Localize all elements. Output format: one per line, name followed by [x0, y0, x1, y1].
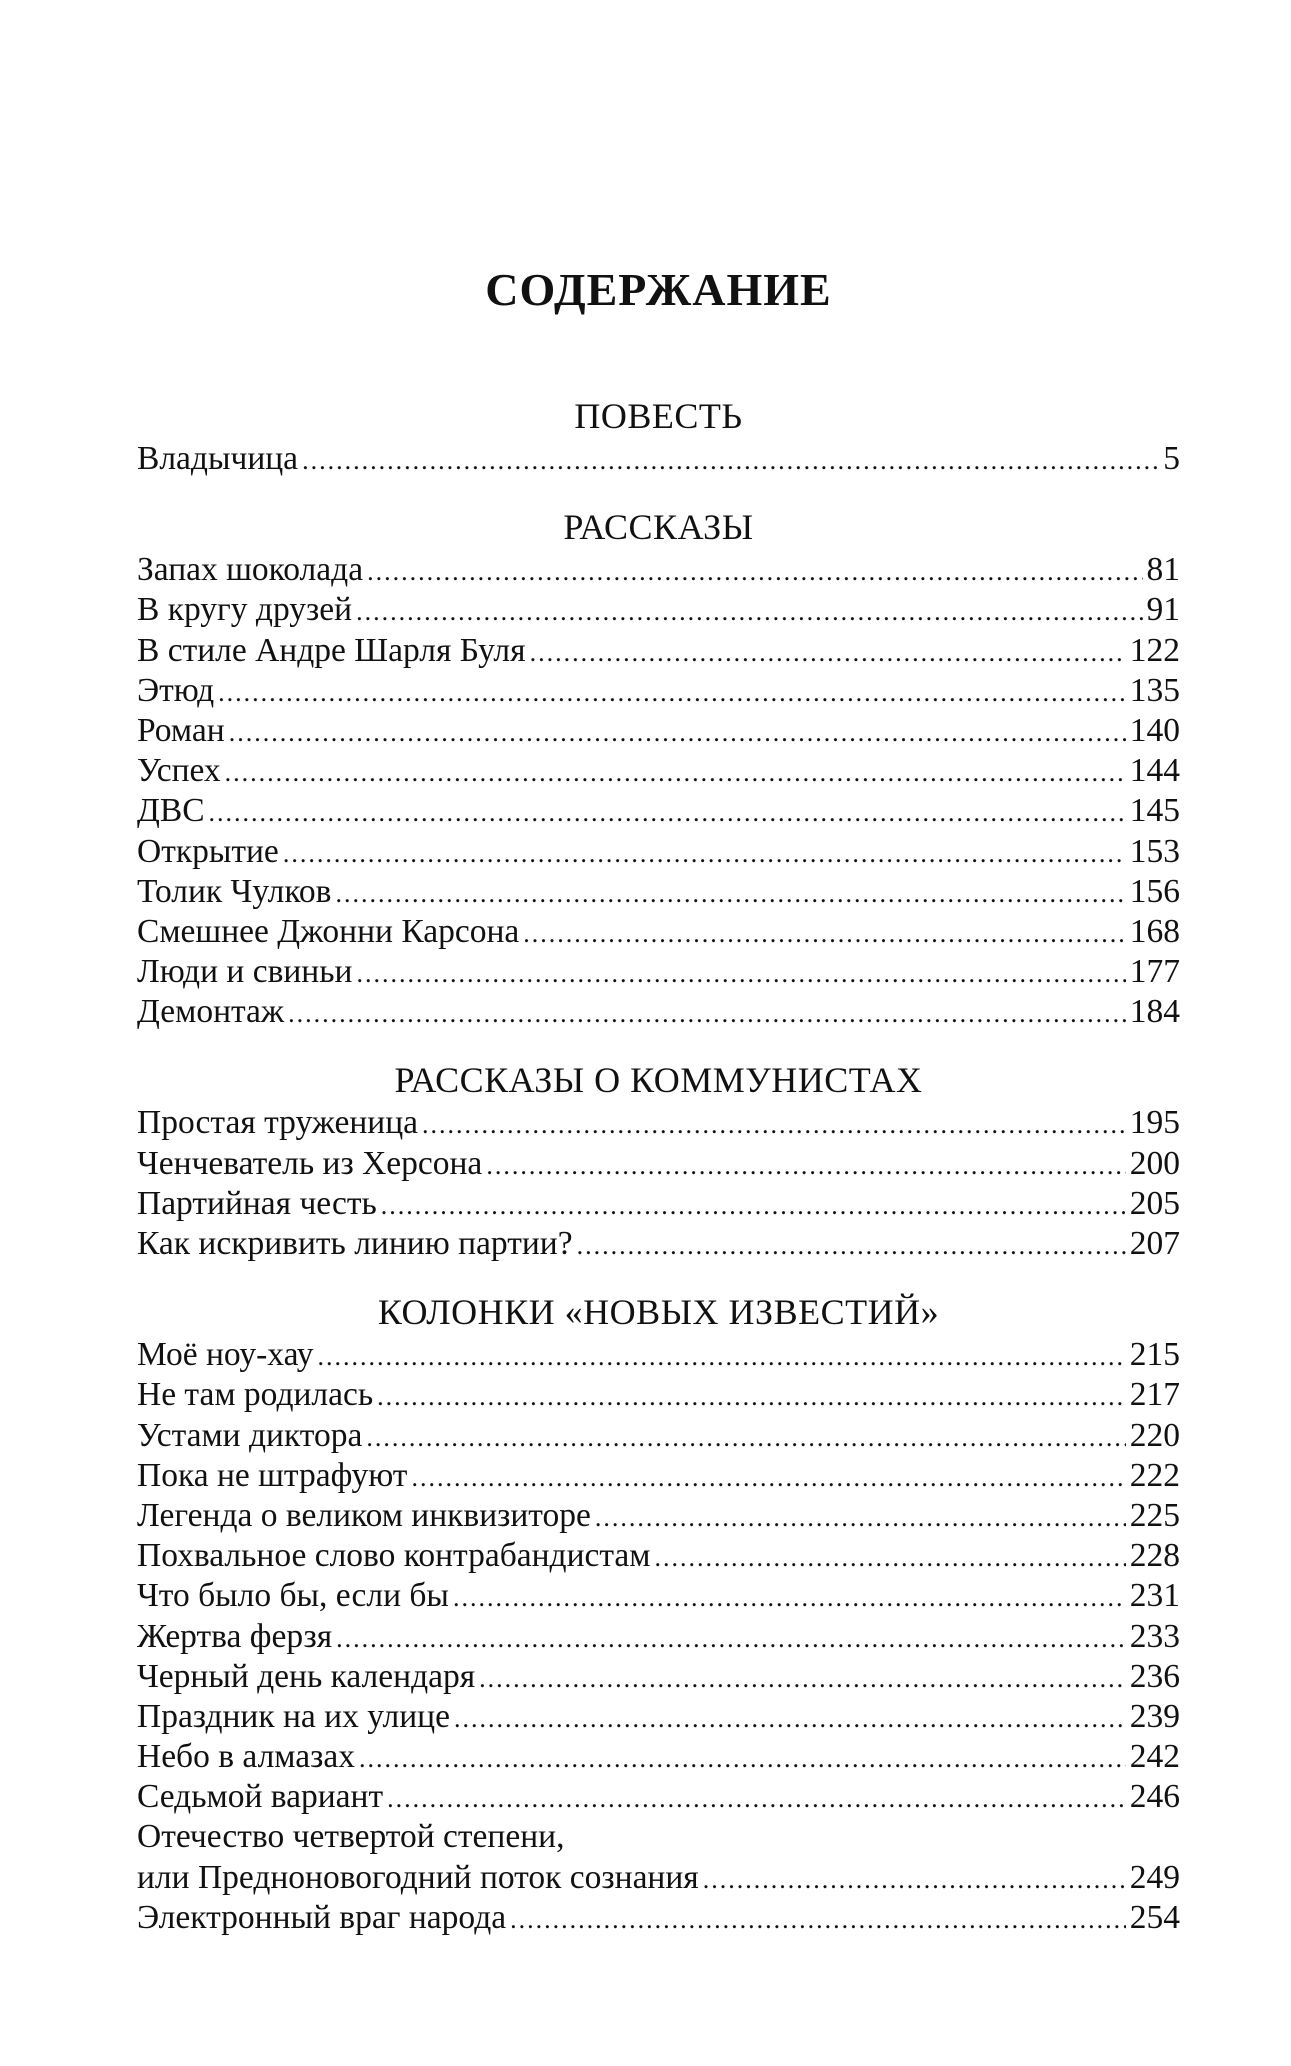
entry-row	[137, 711, 1180, 751]
entry-row	[137, 1858, 1180, 1898]
toc-entry	[137, 1817, 1180, 1897]
page-number: 233	[1129, 1617, 1180, 1655]
page-number: 239	[1129, 1697, 1180, 1735]
page-number: 122	[1129, 631, 1180, 669]
dot-leader	[453, 1578, 1126, 1618]
dot-leader	[422, 1105, 1126, 1145]
page-number: 222	[1129, 1456, 1180, 1494]
page-number: 135	[1129, 671, 1180, 709]
toc-entry	[137, 711, 1180, 751]
page-number: 217	[1129, 1376, 1180, 1414]
page-number: 228	[1129, 1537, 1180, 1575]
entry-row	[137, 872, 1180, 912]
page-number: 5	[1163, 440, 1180, 477]
toc-entry	[137, 1144, 1180, 1184]
toc-sections	[137, 396, 1180, 1938]
entry-row	[137, 1103, 1180, 1143]
section-heading: КОЛОНКИ «НОВЫХ ИЗВЕСТИЙ»	[377, 1292, 940, 1333]
dot-leader	[595, 1498, 1126, 1538]
dot-leader	[317, 1337, 1125, 1377]
entry-title: Владычица	[137, 440, 299, 477]
entry-title: В стиле Андре Шарля Буля	[137, 631, 526, 669]
dot-leader	[359, 1739, 1126, 1779]
entry-row	[137, 1898, 1180, 1938]
dot-leader	[366, 1418, 1125, 1458]
entry-title: Небо в алмазах	[137, 1738, 355, 1776]
toc-section	[137, 1292, 1180, 1938]
dot-leader	[229, 713, 1126, 753]
dot-leader	[411, 1458, 1125, 1498]
dot-leader	[703, 1860, 1126, 1900]
dot-leader	[356, 954, 1125, 994]
entry-row	[137, 1617, 1180, 1657]
entry-row	[137, 590, 1180, 630]
entry-row	[137, 1657, 1180, 1697]
page-number: 236	[1129, 1657, 1180, 1695]
toc-entry	[137, 1777, 1180, 1817]
entry-title: Как искривить линию партии?	[137, 1225, 573, 1262]
dot-leader	[336, 1619, 1126, 1659]
toc-entry	[137, 1103, 1180, 1143]
dot-leader	[302, 441, 1159, 481]
page-number: 215	[1129, 1336, 1180, 1374]
dot-leader	[479, 1659, 1126, 1699]
toc-entry	[137, 1224, 1180, 1264]
page-number: 91	[1146, 591, 1180, 629]
entry-title: Устами диктора	[137, 1416, 363, 1454]
toc-entry	[137, 1576, 1180, 1616]
entry-title: Не там родилась	[137, 1376, 374, 1414]
page-number: 140	[1129, 711, 1180, 749]
entry-title: Успех	[137, 752, 221, 790]
toc-entry	[137, 1697, 1180, 1737]
entry-row	[137, 1496, 1180, 1536]
toc-entry	[137, 631, 1180, 671]
entry-title: Запах шоколада	[137, 551, 364, 589]
toc-entry	[137, 751, 1180, 791]
entry-title: Ченчеватель из Херсона	[137, 1144, 483, 1182]
toc-entry	[137, 832, 1180, 872]
entry-row	[137, 832, 1180, 872]
entry-title: Праздник на их улице	[137, 1697, 450, 1735]
dot-leader	[530, 633, 1126, 673]
page-number: 231	[1129, 1577, 1180, 1615]
entry-title: Простая труженица	[137, 1104, 418, 1142]
page-number: 144	[1129, 752, 1180, 790]
entry-row	[137, 1224, 1180, 1264]
page-number: 145	[1129, 792, 1180, 830]
dot-leader	[377, 1377, 1126, 1417]
entry-title: Роман	[137, 711, 225, 749]
toc-entry	[137, 1737, 1180, 1777]
entry-row	[137, 912, 1180, 952]
dot-leader	[218, 673, 1126, 713]
page-number: 177	[1129, 953, 1180, 991]
toc-entry	[137, 550, 1180, 590]
section-heading: РАССКАЗЫ О КОММУНИСТАХ	[394, 1060, 923, 1101]
dot-leader	[510, 1900, 1126, 1940]
entry-row	[137, 671, 1180, 711]
entry-title: Похвальное слово контрабандистам	[137, 1537, 651, 1575]
entry-title: ДВС	[137, 792, 205, 830]
toc-entry	[137, 590, 1180, 630]
entry-title: Что было бы, если бы	[137, 1577, 449, 1615]
page-number: 200	[1129, 1144, 1180, 1182]
page-number: 81	[1146, 551, 1180, 589]
toc-section	[137, 396, 1180, 479]
entry-row	[137, 1777, 1180, 1817]
entry-title: Пока не штрафуют	[137, 1456, 408, 1494]
entry-row	[137, 992, 1180, 1032]
entry-row	[137, 1144, 1180, 1184]
entry-row	[137, 1335, 1180, 1375]
page-number: 153	[1129, 832, 1180, 870]
entry-title: Смешнее Джонни Карсона	[137, 912, 520, 950]
toc-entry	[137, 912, 1180, 952]
entry-row	[137, 952, 1180, 992]
page-number: 225	[1129, 1496, 1180, 1534]
entry-row	[137, 1416, 1180, 1456]
entry-title: Седьмой вариант	[137, 1778, 384, 1816]
dot-leader	[523, 914, 1125, 954]
entry-title: Демонтаж	[137, 993, 285, 1031]
entry-title: Люди и свиньи	[137, 953, 353, 991]
toc-section	[137, 507, 1180, 1032]
entry-row	[137, 1375, 1180, 1415]
dot-leader	[655, 1538, 1126, 1578]
page-number: 184	[1129, 993, 1180, 1031]
toc-entry	[137, 872, 1180, 912]
section-heading: РАССКАЗЫ	[563, 507, 754, 548]
dot-leader	[577, 1226, 1126, 1266]
entry-title: Этюд	[137, 671, 215, 709]
page-number: 249	[1129, 1858, 1180, 1896]
toc-entry	[137, 439, 1180, 479]
toc-entry	[137, 1456, 1180, 1496]
toc-entry	[137, 1496, 1180, 1536]
page-number: 254	[1129, 1898, 1180, 1936]
toc-entry	[137, 791, 1180, 831]
toc-entry	[137, 1375, 1180, 1415]
entry-row	[137, 1737, 1180, 1777]
entry-title: Партийная честь	[137, 1184, 377, 1222]
dot-leader	[486, 1146, 1125, 1186]
toc-entry	[137, 1536, 1180, 1576]
toc-entry	[137, 952, 1180, 992]
dot-leader	[356, 592, 1142, 632]
entry-row	[137, 791, 1180, 831]
entry-title: Электронный враг народа	[137, 1898, 507, 1936]
page-number: 168	[1129, 912, 1180, 950]
toc-entry	[137, 1657, 1180, 1697]
section-heading: ПОВЕСТЬ	[574, 396, 743, 436]
entry-row	[137, 1184, 1180, 1224]
toc-entry	[137, 1898, 1180, 1938]
entry-row	[137, 1697, 1180, 1737]
entry-title: Жертва ферзя	[137, 1617, 333, 1655]
dot-leader	[387, 1779, 1126, 1819]
toc-entry	[137, 1617, 1180, 1657]
entry-row	[137, 1536, 1180, 1576]
entry-title: Толик Чулков	[137, 872, 332, 910]
toc-entry	[137, 1335, 1180, 1375]
entry-row	[137, 751, 1180, 791]
entry-row	[137, 631, 1180, 671]
entry-row	[137, 550, 1180, 590]
toc-entry	[137, 671, 1180, 711]
dot-leader	[381, 1186, 1126, 1226]
dot-leader	[225, 753, 1126, 793]
entry-title: Черный день календаря	[137, 1657, 476, 1695]
toc-entry	[137, 1184, 1180, 1224]
page-number: 195	[1129, 1104, 1180, 1142]
page-number: 205	[1129, 1184, 1180, 1222]
page-number: 207	[1129, 1225, 1180, 1262]
entry-title: Легенда о великом инквизиторе	[137, 1496, 591, 1534]
dot-leader	[288, 994, 1126, 1034]
entry-title: Открытие	[137, 832, 279, 870]
page-number: 242	[1129, 1738, 1180, 1776]
entry-row	[137, 439, 1180, 479]
page-number: 156	[1129, 872, 1180, 910]
page-number: 220	[1129, 1416, 1180, 1454]
toc-entry	[137, 992, 1180, 1032]
entry-title: или Предноновогодний поток сознания	[137, 1858, 699, 1896]
page-number: 246	[1129, 1778, 1180, 1816]
dot-leader	[454, 1699, 1126, 1739]
entry-row	[137, 1576, 1180, 1616]
dot-leader	[209, 793, 1126, 833]
dot-leader	[367, 552, 1142, 592]
toc-section	[137, 1060, 1180, 1264]
entry-row	[137, 1456, 1180, 1496]
dot-leader	[335, 874, 1125, 914]
entry-title: В кругу друзей	[137, 591, 353, 629]
dot-leader	[283, 834, 1126, 874]
entry-title: Моё ноу-хау	[137, 1336, 314, 1374]
entry-title-line1: Отечество четвертой степени,	[137, 1818, 565, 1856]
page-title: СОДЕРЖАНИЕ	[485, 263, 832, 315]
toc-entry	[137, 1416, 1180, 1456]
